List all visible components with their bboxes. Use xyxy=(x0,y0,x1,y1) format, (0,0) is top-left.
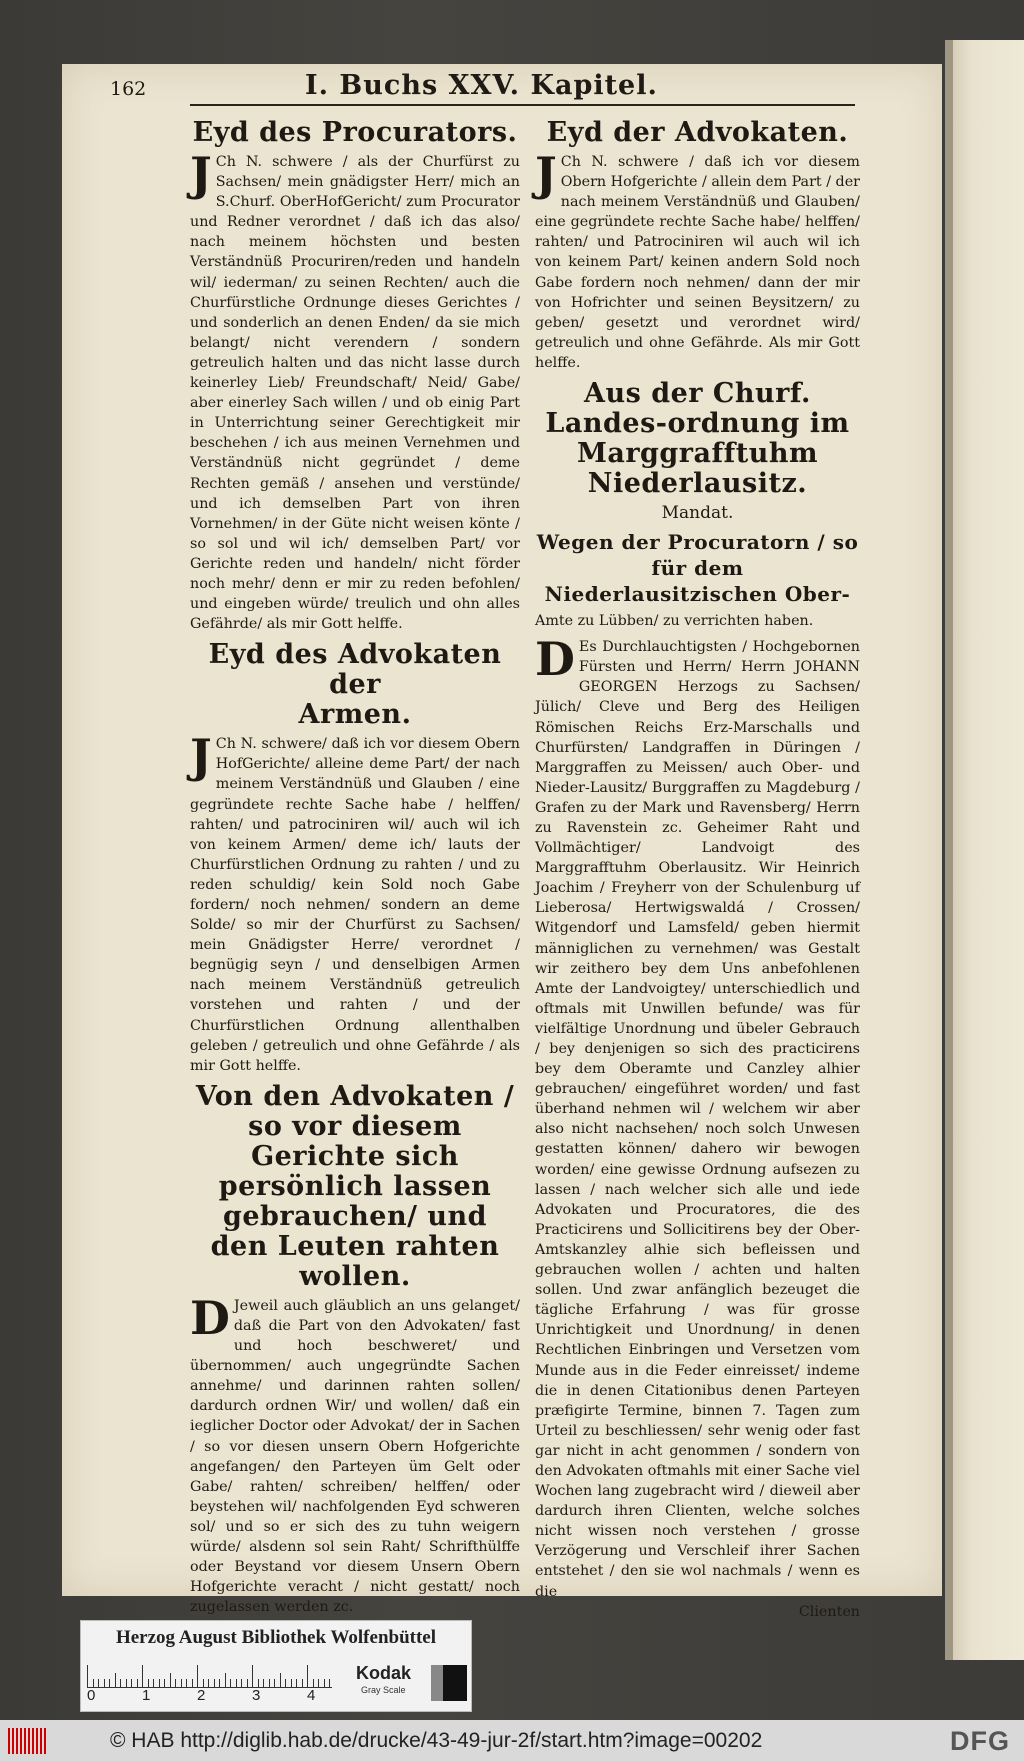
ruler-number: 0 xyxy=(87,1687,96,1704)
ruler-number: 3 xyxy=(252,1687,261,1704)
ruler-tick xyxy=(87,1665,88,1687)
header-rule xyxy=(190,104,855,106)
ruler-tick xyxy=(230,1679,231,1687)
gray-swatch xyxy=(431,1665,467,1701)
ruler-scale xyxy=(87,1663,332,1688)
ruler-tick xyxy=(263,1679,264,1687)
heading-advocate-poor: Eyd des Advokaten der Armen. xyxy=(208,639,502,731)
mandat-label: Mandat. xyxy=(661,503,734,524)
paragraph-procurator-oath: J Ch N. schwere / als der Churfürst zu Sachsen/ mein gnädigster Herr/ mich an S.Churf. OberHofGericht/ zum Procurator und Redner verordnet / daß ich das also/ nach meinem höchsten und besten Verständnüß Procuriren/reden und handeln wil/ iederman/ zu seinen Rechten/ auch die Churfürstliche Ordnunge dieses Gerichtes / und sonderlich an denen Enden/ da sie mich belangt/ nicht verendern / sondern getreulich halten und das nicht lasse durch keinerley Lieb/ Freundschaft/ Neid/ Gabe/ aber einerley Sach willen / und ob einig Part in Unterrichtung seiner Gerechtigkeit mir beschehen / ich aus meinen Vernehmen und Verständnüß nicht gegründet / deme Rechten gemäß / ansehen und verstünde/ und ich demselben Part von ihren Vornehmen/ in der Güte nicht weisen könte / so sol und wil ich/ demselben Part/ vor Gerichte reden und handeln/ nicht förder noch mehr/ denn er mir zu reden befohlen/ und eingeben würde/ treulich und ohn alles Gefährde/ als mir Gott helffe. xyxy=(190,147,520,633)
ruler-tick xyxy=(219,1679,220,1687)
ruler-tick xyxy=(291,1679,292,1687)
footer-bar xyxy=(0,1720,1024,1761)
barcode-icon xyxy=(8,1728,46,1754)
right-column xyxy=(535,112,860,1620)
running-title: I. Buchs XXV. Kapitel. xyxy=(305,70,658,101)
heading-advocates: Von den Advokaten / so vor diesem Gerichte sich persönlich lassen gebrauchen/ und den Leuten rahten wollen. xyxy=(195,1080,515,1292)
ruler-tick xyxy=(296,1679,297,1687)
ruler-tick xyxy=(142,1665,143,1687)
ruler-tick xyxy=(258,1679,259,1687)
ruler-tick xyxy=(126,1679,127,1687)
ruler-tick xyxy=(208,1679,209,1687)
ruler-tick xyxy=(131,1679,132,1687)
ruler-tick xyxy=(329,1679,330,1687)
heading-procuratorn: Wegen der Procuratorn / so für dem Niederlausitzischen Ober- xyxy=(536,530,859,607)
heading-advocate-oath: Eyd der Advokaten. xyxy=(546,117,849,148)
ruler-tick xyxy=(109,1679,110,1687)
ruler-tick xyxy=(175,1679,176,1687)
drop-cap: J xyxy=(190,729,212,784)
drop-cap: D xyxy=(535,632,575,687)
ruler-tick xyxy=(93,1679,94,1687)
kodak-logo: Kodak xyxy=(356,1663,412,1683)
ruler-tick xyxy=(120,1679,121,1687)
heading-landesordnung: Aus der Churf. Landes-ordnung im Marggrafftuhm Niederlausitz. xyxy=(545,378,850,500)
footer-url[interactable]: © HAB http://diglib.hab.de/drucke/43-49-jur-2f/start.htm?image=00202 xyxy=(110,1729,763,1752)
ruler-tick xyxy=(214,1679,215,1687)
ruler-tick xyxy=(203,1679,204,1687)
subheading-amte: Amte zu Lübben/ zu verrichten haben. xyxy=(535,613,814,630)
ruler-tick xyxy=(137,1679,138,1687)
ruler-number: 1 xyxy=(142,1687,151,1704)
ruler-tick xyxy=(186,1679,187,1687)
ruler-tick xyxy=(192,1679,193,1687)
catchword: Clienten xyxy=(798,1603,860,1620)
ruler-tick xyxy=(274,1679,275,1687)
drop-cap: J xyxy=(190,147,212,201)
paragraph-advocate-oath: J Ch N. schwere / daß ich vor diesem Obern Hofgerichte / allein dem Part / der nach meinem Verständnüß und Glauben/ eine gegründete rechte Sache habe/ helffen/ rahten/ und Patrociniren wil auch wil ich von keinem Part/ keinen andern Sold noch Gabe fordern noch nehmen/ dann der mir von Hofrichter und seinen Beysitzern/ zu geben/ gesetzt und verordnet wird/ getreulich und ohne Gefährde. Als mir Gott helffe. xyxy=(535,147,861,371)
ruler-tick xyxy=(302,1679,303,1687)
ruler-tick xyxy=(307,1665,308,1687)
ruler-tick xyxy=(197,1665,198,1687)
ruler-tick xyxy=(241,1679,242,1687)
ruler-tick xyxy=(98,1679,99,1687)
ruler-tick xyxy=(324,1679,325,1687)
ruler-tick xyxy=(236,1679,237,1687)
drop-cap: J xyxy=(535,147,557,201)
heading-procurator-oath: Eyd des Procurators. xyxy=(192,117,518,148)
drop-cap: D xyxy=(190,1290,230,1345)
paragraph-mandate: D Es Durchlauchtigsten / Hochgebornen Fürsten und Herrn/ Herrn JOHANN GEORGEN Herzogs zu Sachsen/ Jülich/ Cleve und Berg des Heiligen Römischen Reichs Erz-Marschalls und Churfürsten/ Landgraffen in Düringen / Marggraffen zu Meissen/ auch Ober- und Nieder-Lausitz/ Burggraffen zu Magdeburg / Grafen zu der Mark und Ravensberg/ Herrn zu Ravenstein zc. Geheimer Raht und Vollmächtiger/ Landvoigt des Marggrafftuhm Oberlausitz. Wir Heinrich Joachim / Freyherr von der Schulenburg uf Lieberosa/ Hertwigswaldá / Crossen/ Witgendorf und Lamsfeld/ geben hiermit männiglichen zu vernehmen/ was Gestalt wir zeithero bey dem Uns anbefohlenen Amte der Landvoigtey/ unterschiedlich und oftmals mit Unwillen befunde/ was für vielfältige Unordnung und übeler Gebrauch / bey denjenigen so sich des practicirens bey dem Oberamte und Canzley alhier gebrauchen/ eingeführet worden/ und fast überhand nehmen wil / welchem wir aber also nicht nachsehen/ noch solch Unwesen gestatten können/ dahero wir bewogen worden/ eine gewisse Ordnung aufsezen zu lassen / nach welcher sich alle und iede Advokaten und Procuratores, die des Practicirens und Sollicitirens bey der Ober-Amtskanzley alhie sich befleissen und gebrauchen wollen / achten und halten sollen. Und zwar anfänglich bezeuget die tägliche Erfahrung / was für grosse Unrichtigkeit und Unordnung/ in denen Rechtlichen Einbringen und Versetzen vom Munde aus in die Feder einreisset/ indeme die in denen Citationibus denen Parteyen præfigirte Termine, binnen 7. Tagen zum Urteil zu beschliessen/ sehr wenig oder fast gar nicht in acht genommen / sondern von den Advokaten oftmahls mit einer Sache viel Wochen lang zugebracht wird / dieweil aber dardurch ihren Clienten, welche solches nicht wissen noch verstehen / grosse Verzögerung und Verschleif ihrer Sachen entstehet / den sie wol nachmals / wenn es die xyxy=(535,632,860,1600)
ruler-number: 2 xyxy=(197,1687,206,1704)
ruler-tick xyxy=(313,1679,314,1687)
next-page-edge xyxy=(945,40,1024,1660)
ruler-tick xyxy=(247,1679,248,1687)
dfg-logo: DFG xyxy=(950,1726,1010,1756)
ruler-tick xyxy=(170,1673,171,1687)
paragraph-advocate-poor: J Ch N. schwere/ daß ich vor diesem Obern HofGerichte/ alleine deme Part/ der nach meinem Verständnüß und Glauben / eine gegründete rechte Sache habe / helffen/ rahten/ und patrociniren wil/ auch wil ich von keinem Armen/ deme ich/ lauts der Churfürstlichen Ordnung zu rahten / und zu reden schuldig/ kein Sold noch Gabe fordern/ noch nehmen/ sondern an deme Solde/ so mir der Churfürst zu Sachsen/ mein Gnädigster Herre/ verordnet / begnügig seyn / und denselbigen Armen nach meinem Verständnüß getreulich vorstehen und rahten / und der Churfürstlichen Ordnung allenthalben geleben / getreulich und ohne Gefährde / als mir Gott helffe. xyxy=(190,729,520,1074)
paragraph-advocates: D Jeweil auch gläublich an uns gelanget/ daß die Part von den Advokaten/ fast und hoch beschweret/ und übernommen/ auch ungegründte Sachen annehme/ und darinnen rahten sollen/ dardurch ordnen Wir/ und wollen/ daß ein ieglicher Doctor oder Advokat/ der in Sachen / so vor diesen unsern Obern Hofgerichte angefangen/ den Parteyen üm Gelt oder Gabe/ rahten/ schreiben/ helffen/ oder beystehen wil/ nachfolgenden Eyd schweren sol/ und so er sich des zu tuhn weigern würde/ alsdenn sol sein Raht/ Schrifthülffe oder Beystand vor diesem Unsern Obern Hofgerichte veracht / nicht gestatt/ noch zugelassen werden zc. xyxy=(190,1290,520,1616)
ruler-tick xyxy=(285,1679,286,1687)
gray-scale-label: Gray Scale xyxy=(361,1685,406,1695)
ruler-tick xyxy=(159,1679,160,1687)
ruler-tick xyxy=(252,1665,253,1687)
ruler-tick xyxy=(148,1679,149,1687)
ruler-number: 4 xyxy=(307,1687,316,1704)
page-number: 162 xyxy=(110,78,147,100)
library-color-card xyxy=(80,1620,472,1712)
ruler-tick xyxy=(280,1673,281,1687)
left-column xyxy=(190,112,520,1623)
ruler-tick xyxy=(104,1679,105,1687)
ruler-tick xyxy=(318,1679,319,1687)
ruler-tick xyxy=(269,1679,270,1687)
ruler-tick xyxy=(164,1679,165,1687)
ruler-tick xyxy=(181,1679,182,1687)
page-header xyxy=(110,64,830,104)
library-name: Herzog August Bibliothek Wolfenbüttel xyxy=(115,1627,437,1648)
ruler-tick xyxy=(225,1673,226,1687)
ruler-tick xyxy=(115,1673,116,1687)
ruler-tick xyxy=(153,1679,154,1687)
